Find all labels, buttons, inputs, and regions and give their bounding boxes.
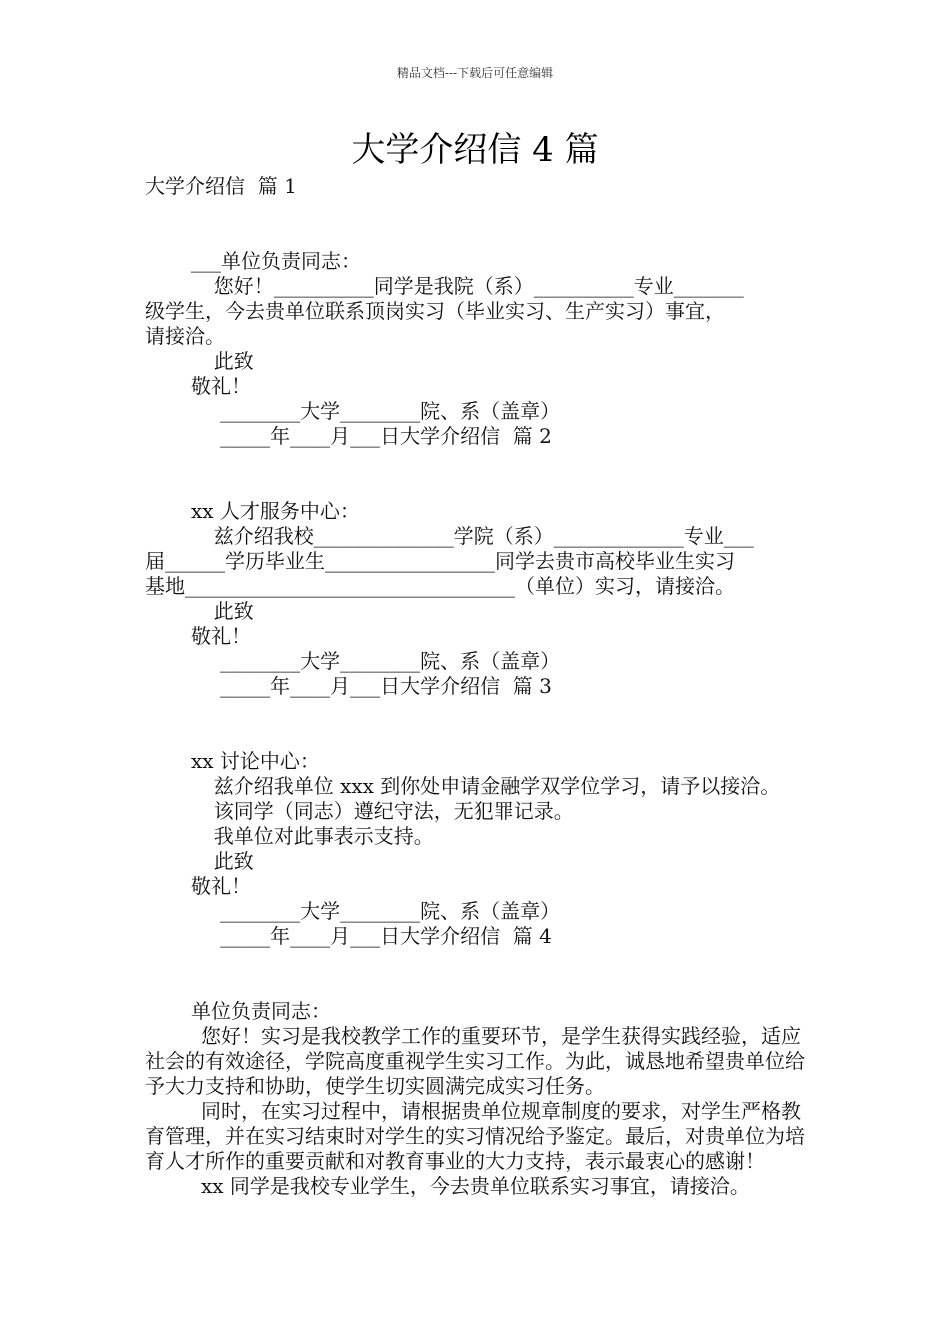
salutation-line: 单位负责同志： (191, 999, 331, 1023)
date-line: _____年____月___日大学介绍信 篇 4 (201, 924, 552, 948)
section-heading: 大学介绍信 篇 1 (145, 174, 297, 198)
date-line: _____年____月___日大学介绍信 篇 3 (201, 674, 552, 698)
page-watermark: 精品文档---下载后可任意编辑 (396, 66, 554, 80)
salutation-line: xx 讨论中心： (191, 749, 320, 773)
body-line: 届______学历毕业生_________________同学去贵市高校毕业生实习 (145, 549, 735, 573)
body-line: 我单位对此事表示支持。 (201, 824, 434, 848)
salutation-line: ___单位负责同志： (191, 249, 361, 273)
body-line: 您好！__________同学是我院（系）__________专业_______ (201, 274, 744, 298)
body-line: 级学生，今去贵单位联系顶岗实习（毕业实习、生产实习）事宜， (145, 299, 725, 323)
body-line: 基地_________________________________（单位）实习，请接洽。 (145, 574, 735, 598)
body-line: 请接洽。 (145, 324, 225, 348)
body-paragraph: xx 同学是我校专业学生，今去贵单位联系实习事宜，请接洽。 (201, 1174, 750, 1198)
signature-line: ________大学________院、系（盖章） (201, 399, 561, 423)
body-line: 该同学（同志）遵纪守法，无犯罪记录。 (201, 799, 574, 823)
closing-line: 此致 (201, 349, 254, 373)
body-paragraph: 您好！实习是我校教学工作的重要环节，是学生获得实践经验，适应社会的有效途径，学院高度重视学生实习工作。为此，诚恳地希望贵单位给予大力支持和协助，使学生切实圆满完成实习任务。 (145, 1024, 805, 1098)
closing-line: 敬礼！ (191, 874, 251, 898)
document-body (145, 174, 817, 1199)
body-paragraph: 同时，在实习过程中，请根据贵单位规章制度的要求，对学生严格教育管理，并在实习结束时对学生的实习情况给予鉴定。最后，对贵单位为培育人才所作的重要贡献和对教育事业的大力支持，表示最衷心的感谢！ (145, 1099, 805, 1173)
salutation-line: xx 人才服务中心： (191, 499, 360, 523)
body-line: 兹介绍我单位 xxx 到你处申请金融学双学位学习，请予以接洽。 (201, 774, 781, 798)
closing-line: 此致 (201, 849, 254, 873)
closing-line: 敬礼！ (191, 374, 251, 398)
signature-line: ________大学________院、系（盖章） (201, 899, 561, 923)
body-line: 兹介绍我校______________学院（系）_____________专业___ (201, 524, 754, 548)
date-line: _____年____月___日大学介绍信 篇 2 (201, 424, 552, 448)
signature-line: ________大学________院、系（盖章） (201, 649, 561, 673)
closing-line: 此致 (201, 599, 254, 623)
closing-line: 敬礼！ (191, 624, 251, 648)
document-title: 大学介绍信 4 篇 (351, 130, 599, 170)
